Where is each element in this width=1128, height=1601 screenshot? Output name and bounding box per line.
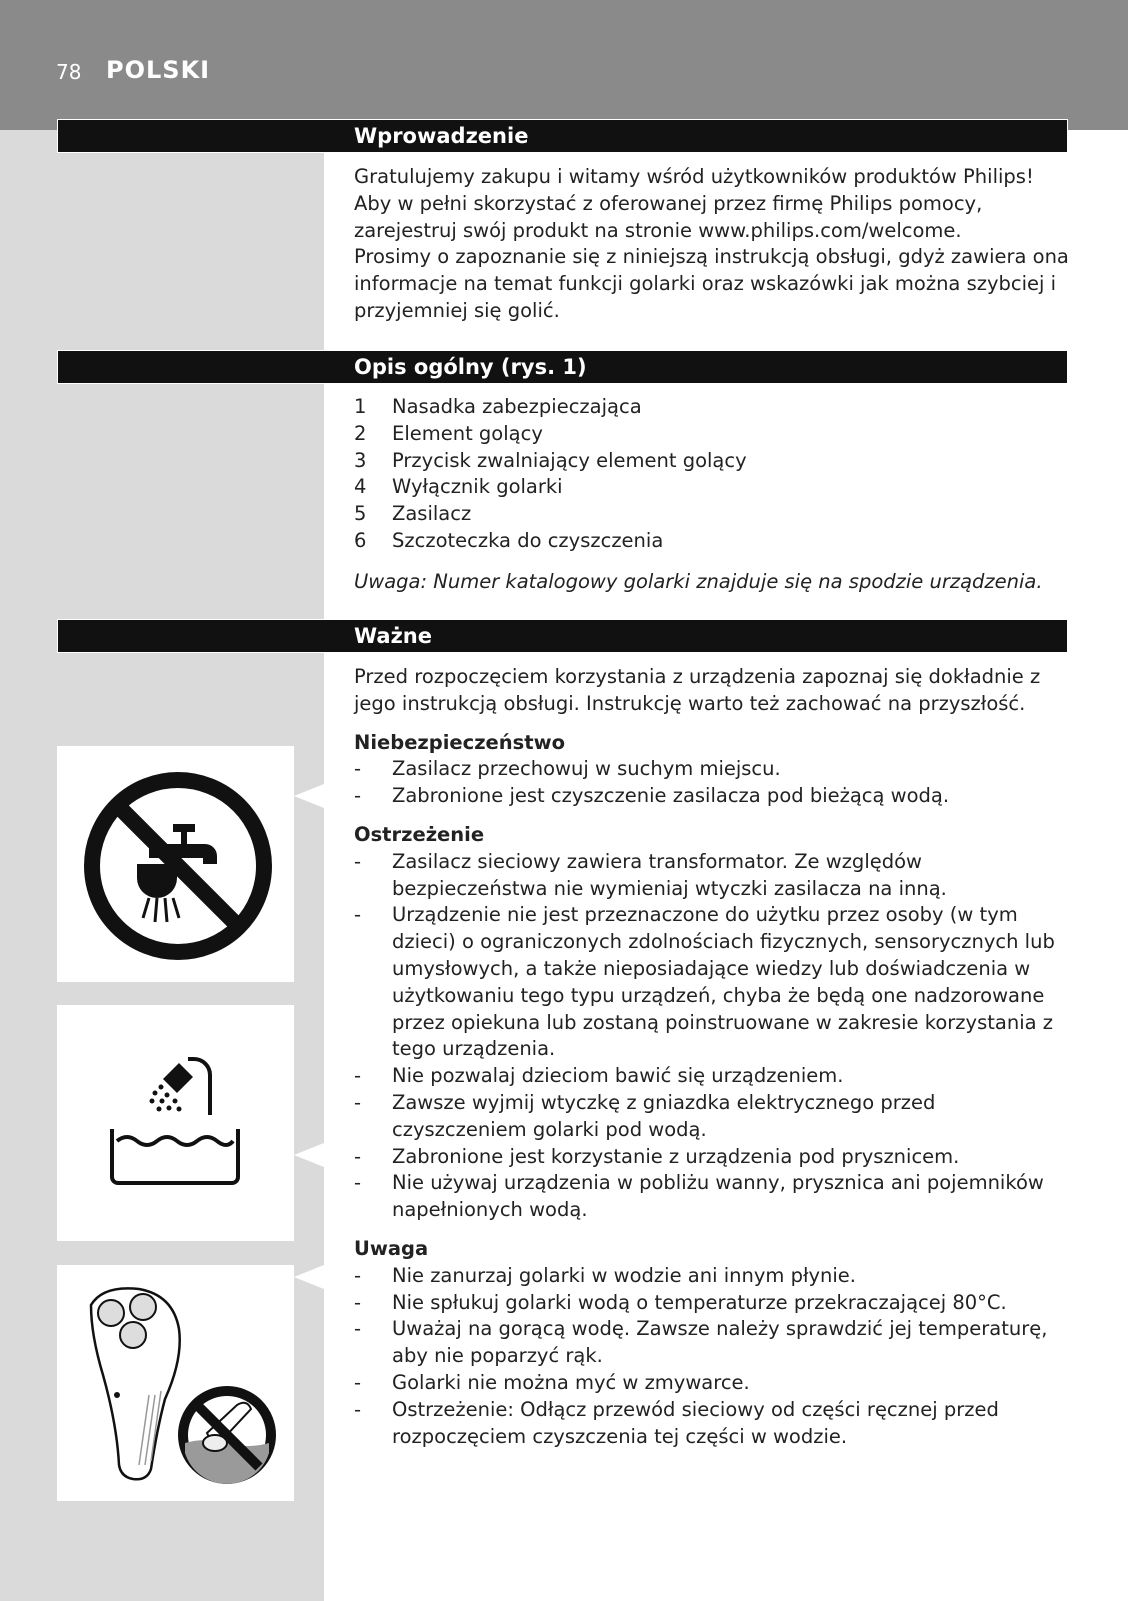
section-title: Ważne <box>354 624 433 648</box>
important-intro: Przed rozpoczęciem korzystania z urządzenia zapoznaj się dokładnie z jego instrukcją obsługi. Instrukcję warto też zachować na przyszłość. <box>354 665 1041 715</box>
list-item <box>354 528 1072 555</box>
section-bar-important <box>57 619 1068 653</box>
item-number: 6 <box>354 528 367 552</box>
language-title: POLSKI <box>106 56 211 84</box>
list-item: - Ostrzeżenie: Odłącz przewód sieciowy od części ręcznej przed rozpoczęciem czyszczenia tej części w wodzie. <box>354 1397 1072 1451</box>
item-text: Nasadka zabezpieczająca <box>392 395 642 418</box>
list-item <box>354 421 1072 448</box>
list-item <box>354 501 1072 528</box>
list-item: - Nie spłukuj golarki wodą o temperaturze przekraczającej 80°C. <box>354 1290 1072 1317</box>
icon-pointer <box>294 784 324 808</box>
intro-paragraph: Prosimy o zapoznanie się z niniejszą instrukcją obsługi, gdyż zawiera ona informacje na temat funkcji golarki oraz wskazówki jak można szybciej i przyjemniej się golić. <box>354 245 1069 322</box>
item-number: 5 <box>354 502 367 526</box>
list-item: - Golarki nie można myć w zmywarce. <box>354 1370 1072 1397</box>
list-item <box>354 394 1072 421</box>
item-text: Wyłącznik golarki <box>392 475 563 499</box>
section-bar-overview <box>57 350 1068 384</box>
item-text: Przycisk zwalniający element golący <box>392 448 747 472</box>
list-item: - Urządzenie nie jest przeznaczone do użytku przez osoby (w tym dzieci) o ograniczonych zdolnościach fizycznych, sensorycznych lub umysłowych, a także nieposiadające wiedzy lub doświadczenia w użytkowaniu tego typu urządzeń, chyba że będą one nadzorowane przez opiekuna lub zostaną poinstruowane w zakresie korzystania z tego urządzenia. <box>354 902 1072 1063</box>
overview-content <box>354 394 1072 596</box>
no-tap-water-icon-box <box>57 746 294 982</box>
item-text: Element golący <box>392 421 543 445</box>
section-bar-intro <box>57 119 1068 153</box>
section-title: Opis ogólny (rys. 1) <box>354 355 587 379</box>
list-item: - Zasilacz przechowuj w suchym miejscu. <box>354 756 1072 783</box>
parts-list <box>354 394 1072 555</box>
item-number: 3 <box>354 448 367 472</box>
danger-heading: Niebezpieczeństwo <box>354 730 565 754</box>
important-content <box>354 664 1072 1450</box>
list-item: - Nie pozwalaj dzieciom bawić się urządzeniem. <box>354 1063 1072 1090</box>
item-text: Szczoteczka do czyszczenia <box>392 528 664 552</box>
no-water-shaver-icon-box <box>57 1265 294 1501</box>
section-title: Wprowadzenie <box>354 124 529 148</box>
list-item: - Nie używaj urządzenia w pobliżu wanny, prysznica ani pojemników napełnionych wodą. <box>354 1170 1072 1224</box>
list-item: - Nie zanurzaj golarki w wodzie ani innym płynie. <box>354 1263 1072 1290</box>
item-text: Zasilacz <box>392 502 472 526</box>
caution-list <box>354 1263 1072 1451</box>
danger-list <box>354 756 1072 810</box>
list-item <box>354 448 1072 475</box>
warning-list <box>354 849 1072 1224</box>
list-item: - Zasilacz sieciowy zawiera transformator. Ze względów bezpieczeństwa nie wymieniaj wtyczki zasilacza na inną. <box>354 849 1072 903</box>
list-item <box>354 474 1072 501</box>
list-item: - Zabronione jest korzystanie z urządzenia pod prysznicem. <box>354 1144 1072 1171</box>
no-water-shaver-icon <box>57 1265 294 1501</box>
intro-paragraph: Gratulujemy zakupu i witamy wśród użytkowników produktów Philips! Aby w pełni skorzystać z oferowanej przez firmę Philips pomocy, zarejestruj swój produkt na stronie www.philips.com/welcome. <box>354 165 1034 242</box>
icon-pointer <box>294 1265 324 1289</box>
list-item: - Uważaj na gorącą wodę. Zawsze należy sprawdzić jej temperaturę, aby nie poparzyć rąk. <box>354 1316 1072 1370</box>
list-item: - Zabronione jest czyszczenie zasilacza pod bieżącą wodą. <box>354 783 1072 810</box>
warning-heading: Ostrzeżenie <box>354 822 485 846</box>
item-number: 1 <box>354 395 367 418</box>
bath-shower-icon <box>57 1005 294 1241</box>
page-number: 78 <box>56 60 82 84</box>
item-number: 4 <box>354 475 367 499</box>
icon-pointer <box>294 1143 324 1167</box>
item-number: 2 <box>354 421 367 445</box>
catalog-note: Uwaga: Numer katalogowy golarki znajduje się na spodzie urządzenia. <box>354 569 1043 593</box>
intro-content <box>354 164 1072 325</box>
bath-shower-icon-box <box>57 1005 294 1241</box>
caution-heading: Uwaga <box>354 1236 429 1260</box>
list-item: - Zawsze wyjmij wtyczkę z gniazdka elektrycznego przed czyszczeniem golarki pod wodą. <box>354 1090 1072 1144</box>
no-tap-water-icon <box>57 746 294 982</box>
